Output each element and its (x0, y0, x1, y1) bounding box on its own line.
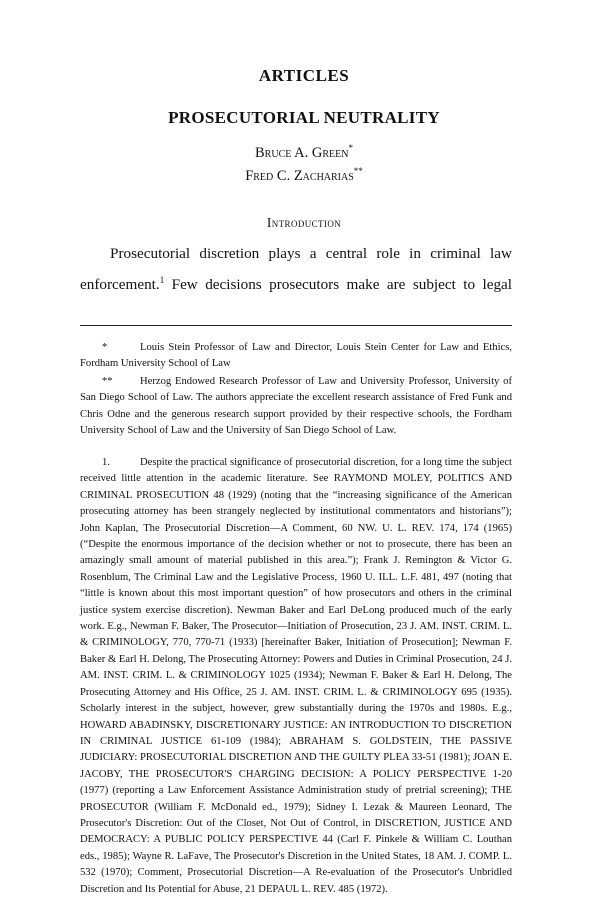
article-title: PROSECUTORIAL NEUTRALITY (168, 108, 440, 127)
footnote-text: Despite the practical significance of prosecutorial discretion, for a long time the subject received little attention in the academic literature. See RAYMOND MOLEY, POLITICS AND CRIMINAL PROSECUTION 48 (1929) (noting that the “increasing significance of the American prosecuting attorney has been strangely neglected by institutional commentators and historians”); John Kaplan, The Prosecutorial Discretion—A Comment, 60 NW. U. L. REV. 174, 174 (1965) (“Despite the enormous importance of the decision whether or not to prosecute, there has been an amazingly small amount of material published in this area.”); Frank J. Remington & Victor G. Rosenblum, The Criminal Law and the Legislative Process, 1960 U. ILL. L.F. 481, 497 (noting that “little is known about this most important question” of how prosecutors and others in the criminal justice system exercise discretion). Newman Baker and Earl DeLong produced much of the early work. E.g., Newman F. Baker, The Prosecutor—Initiation of Prosecution, 23 J. AM. INST. CRIM. L. & CRIMINOLOGY, 770, 770-71 (1933) [hereinafter Baker, Initiation of Prosecution]; Newman F. Baker & Earl H. Delong, The Prosecuting Attorney: Powers and Duties in Criminal Prosecution, 24 J. AM. INST. CRIM. L. & CRIMINOLOGY 1025 (1934); Newman F. Baker & Earl H. Delong, The Prosecuting Attorney and His Office, 25 J. AM. INST. CRIM. L. & CRIMINOLOGY 695 (1935). Scholarly interest in the subject, however, grew substantially during the 1970s and 1980s. E.g., HOWARD ABADINSKY, DISCRETIONARY JUSTICE: AN INTRODUCTION TO DISCRETION IN CRIMINAL JUSTICE 61-109 (1984); ABRAHAM S. GOLDSTEIN, THE PASSIVE JUDICIARY: PROSECUTORIAL DISCRETION AND THE GUILTY PLEA 33-51 (1981); JOAN E. JACOBY, THE PROSECUTOR'S CHARGING DECISION: A POLICY PERSPECTIVE 1-20 (1977) (reporting a Law Enforcement Assistance Administration study of pretrial screening); THE PROSECUTOR (William F. McDonald ed., 1979); Sidney I. Lezak & Maureen Leonard, The Prosecutor's Discretion: Out of the Closet, Not Out of Control, in DISCRETION, JUSTICE AND DEMOCRACY: A PUBLIC POLICY PERSPECTIVE 44 (Carl F. Pinkele & William C. Louthan eds., 1985); Wayne R. LaFave, The Prosecutor's Discretion in the United States, 18 AM. J. COMP. L. 532 (1970); Comment, Prosecutorial Discretion—A Re-evaluation of the Prosecutor's Unbridled Discretion and Its Potential for Abuse, 21 DEPAUL L. REV. 485 (1972). (80, 457, 512, 895)
body-text-part-1: Prosecutorial discretion plays a central role in criminal law enforcement. (80, 245, 512, 294)
body-paragraph (80, 240, 512, 298)
introduction-heading: Introduction (266, 215, 342, 230)
footnote-text: Louis Stein Professor of Law and Director, Louis Stein Center for Law and Ethics, Fordham University School of Law (80, 342, 512, 370)
author-1-marker: * (348, 143, 353, 153)
body-text-part-2: Few decisions prosecutors make are subject to legal (164, 276, 512, 294)
author-2 (0, 166, 608, 185)
footnote-author-2 (80, 374, 512, 440)
footnote-marker: * (102, 342, 108, 353)
footnote-1 (80, 455, 512, 898)
footnote-marker: 1. (102, 457, 110, 468)
author-1 (0, 143, 608, 162)
footnote-text: Herzog Endowed Research Professor of Law and University Professor, University of San Diego School of Law. The authors appreciate the excellent research assistance of Fred Funk and Chris Odne and the generous research support provided by their respective schools, the Fordham University School of Law and the University of San Diego School of Law. (80, 376, 512, 437)
author-1-name: Bruce A. Green (255, 144, 349, 161)
footnote-marker: ** (102, 376, 113, 387)
author-2-marker: ** (353, 166, 363, 176)
section-heading: ARTICLES (258, 66, 350, 85)
author-2-name: Fred C. Zacharias (245, 167, 354, 184)
footnote-divider (80, 325, 512, 326)
footnote-reference[interactable]: 1 (159, 275, 165, 285)
footnote-author-1 (80, 340, 512, 373)
